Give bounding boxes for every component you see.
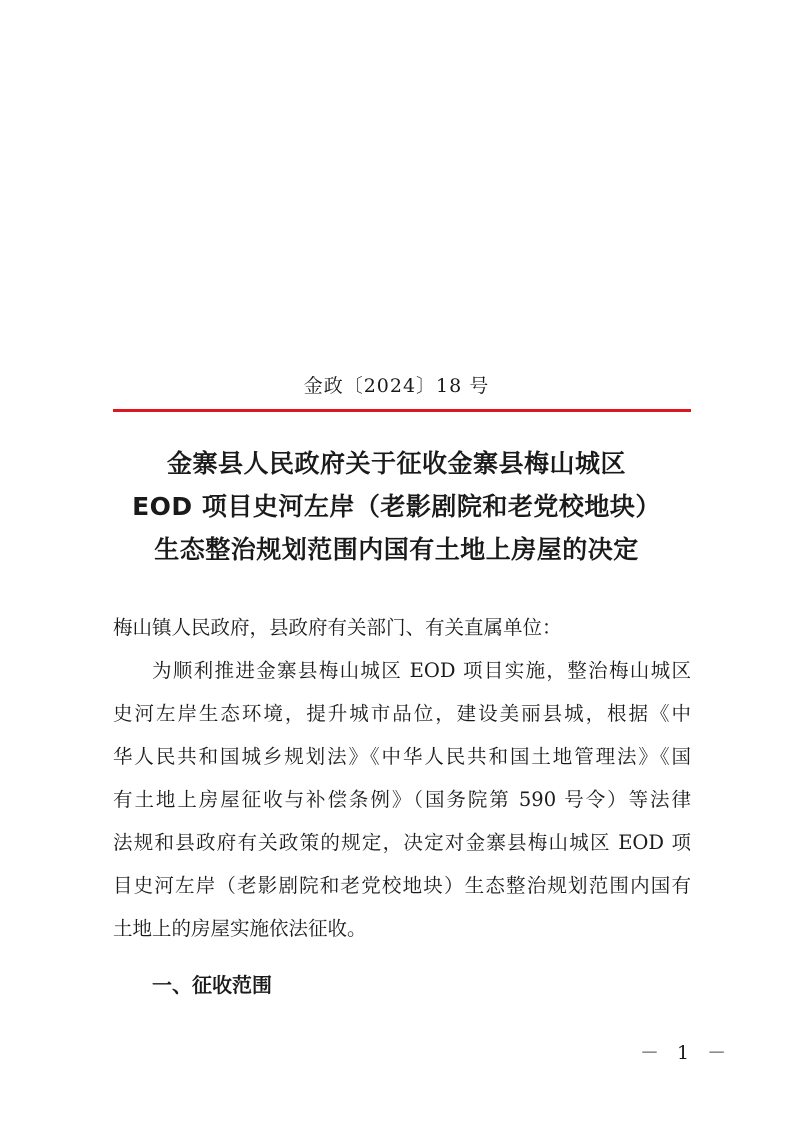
red-separator-line [113,409,691,412]
paragraph-line: 为顺利推进金寨县梅山城区 EOD 项目实施，整治梅山城区 [152,659,691,682]
paragraph-line: 有土地上房屋征收与补偿条例》（国务院第 590 号令）等法律 [113,788,691,811]
paragraph-line: 史河左岸生态环境，提升城市品位，建设美丽县城，根据《中 [113,702,691,725]
title-line: 生态整治规划范围内国有土地上房屋的决定 [154,535,639,564]
addressee-line: 梅山镇人民政府，县政府有关部门、有关直属单位： [113,616,562,639]
section-heading: 一、征收范围 [152,973,272,997]
title-line: EOD 项目史河左岸（老影剧院和老党校地块） [132,492,661,521]
document-number: 金政〔2024〕18 号 [303,375,490,397]
paragraph-line: 土地上的房屋实施依法征收。 [113,917,367,940]
page-number: － 1 － [640,1042,733,1064]
paragraph-line: 华人民共和国城乡规划法》《中华人民共和国土地管理法》《国 [113,745,691,768]
paragraph-line: 目史河左岸（老影剧院和老党校地块）生态整治规划范围内国有 [113,874,691,897]
title-line: 金寨县人民政府关于征收金寨县梅山城区 [166,449,626,478]
document-title [0,442,793,571]
paragraph-line: 法规和县政府有关政策的规定，决定对金寨县梅山城区 EOD 项 [113,831,691,854]
